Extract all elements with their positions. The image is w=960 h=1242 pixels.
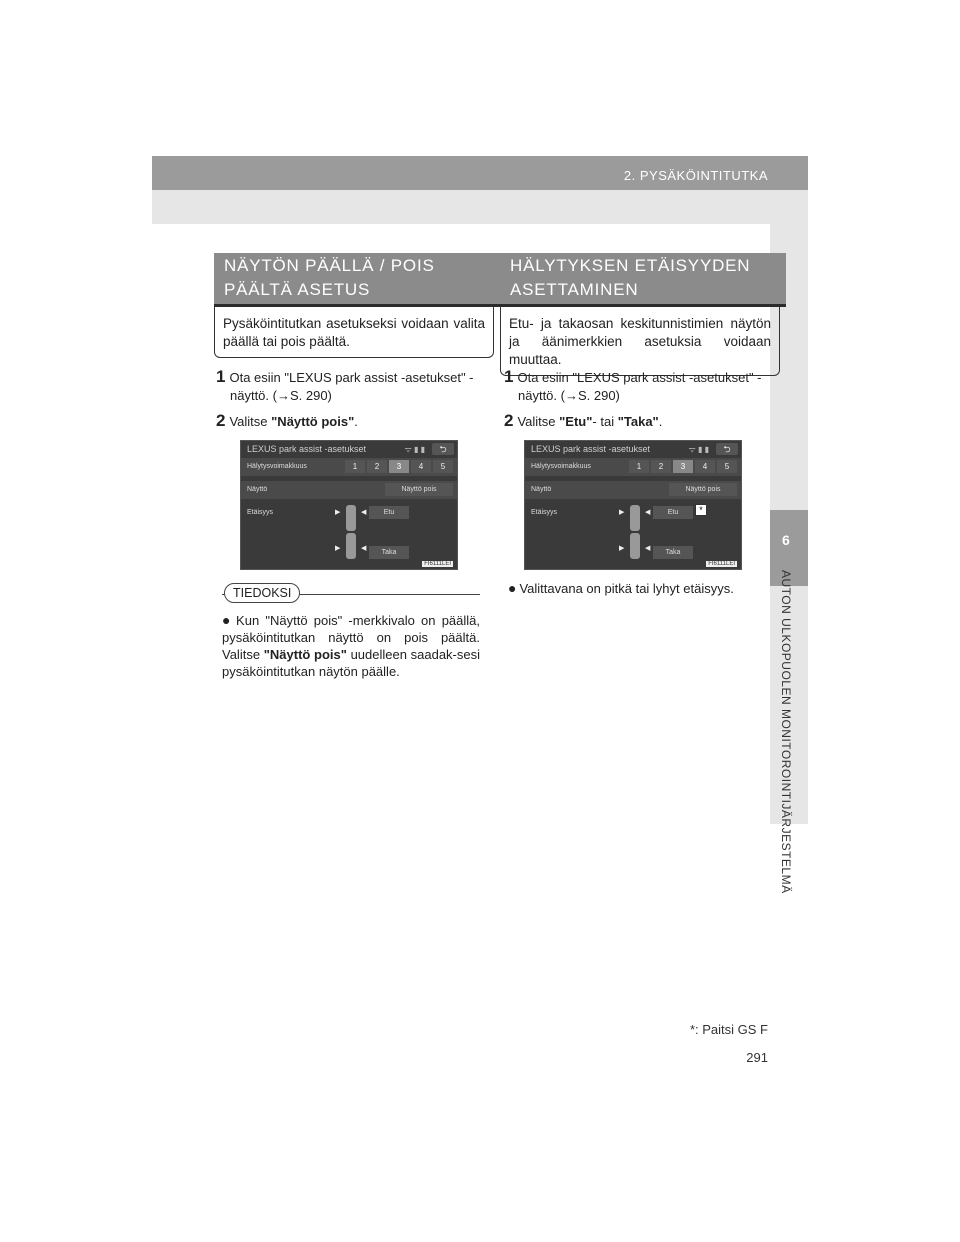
side-tab-number: 6 [782, 532, 790, 548]
step-text: - tai [592, 414, 618, 429]
section-heading-line: ASETTAMINEN [510, 280, 639, 299]
screen-label: Hälytysvoimakkuus [531, 463, 591, 470]
back-icon: ⮌ [432, 443, 454, 455]
screen-row [241, 458, 457, 476]
car-icon [346, 505, 356, 531]
screen-image [524, 440, 742, 570]
bullet-text: Valittavana on pitkä tai lyhyt etäisyys. [519, 581, 734, 596]
level-button: 4 [411, 460, 431, 473]
screen-label: Näyttö [531, 486, 552, 493]
page-number: 291 [746, 1050, 768, 1065]
header-band-light [152, 190, 808, 224]
step-1 [216, 368, 486, 405]
section-heading-distance [500, 253, 786, 307]
front-button: Etu [653, 506, 693, 519]
step-text: Valitse [517, 414, 560, 429]
step-number: 1 [504, 367, 514, 386]
arrow-icon: ▶ [619, 509, 625, 516]
arrow-icon: ▶ [335, 545, 341, 552]
bullet-note [508, 580, 768, 597]
step-text: . [658, 414, 663, 429]
chapter-title: 2. PYSÄKÖINTITUTKA [623, 168, 768, 183]
asterisk-marker: * [695, 504, 707, 516]
arrow-icon: ▶ [619, 545, 625, 552]
screen-image [240, 440, 458, 570]
section-heading-line: PÄÄLTÄ ASETUS [224, 280, 371, 299]
back-icon: ⮌ [716, 443, 738, 455]
section-heading-line: HÄLYTYKSEN ETÄISYYDEN [510, 256, 751, 275]
screen-row [525, 481, 741, 499]
section-heading-line: NÄYTÖN PÄÄLLÄ / POIS [224, 256, 435, 275]
side-tab-text: AUTON ULKOPUOLEN MONITOROINTIJÄRJESTELMÄ [779, 570, 793, 894]
step-bold: "Taka" [617, 414, 659, 429]
figure-code: FI6111LEI [424, 561, 451, 567]
screen-label: Näyttö [247, 486, 268, 493]
level-button: 2 [651, 460, 671, 473]
front-button: Etu [369, 506, 409, 519]
note-label: TIEDOKSI [224, 583, 300, 603]
screen-label: Etäisyys [247, 509, 274, 516]
car-icon [630, 505, 640, 531]
section-intro: Pysäköintitutkan asetukseksi voidaan valita päällä tai pois päältä. [214, 307, 494, 358]
level-button: 2 [367, 460, 387, 473]
step-text: näyttö. (→S. 290) [230, 388, 332, 403]
arrow-icon: ◀ [645, 509, 651, 516]
arrow-icon: ◀ [645, 545, 651, 552]
note-text-part: uudelleen saadak-sesi pysäköintitutkan näytön päälle. [222, 647, 480, 679]
step-bold: "Näyttö pois" [271, 414, 355, 429]
bullet-icon: ● [222, 612, 234, 628]
step-text: Ota esiin "LEXUS park assist -asetukset" - [229, 370, 474, 385]
section-heading-display [214, 253, 500, 307]
section-intro: Etu- ja takaosan keskitunnistimien näytön ja äänimerkkien asetuksia voidaan muuttaa. [500, 307, 780, 376]
display-off-button: Näyttö pois [385, 483, 453, 496]
level-button: 5 [717, 460, 737, 473]
rear-button: Taka [369, 546, 409, 559]
step-bold: "Etu" [559, 414, 593, 429]
arrow-icon: ▶ [335, 509, 341, 516]
screen-title: LEXUS park assist -asetukset [531, 444, 651, 454]
step-number: 2 [216, 411, 226, 430]
step-number: 2 [504, 411, 514, 430]
level-button: 3 [389, 460, 409, 473]
screen-title: LEXUS park assist -asetukset [247, 444, 367, 454]
footnote: *: Paitsi GS F [689, 1022, 768, 1037]
screen-row [525, 458, 741, 476]
step-2 [216, 412, 358, 431]
status-icons: ᯤ ▮ ▮ [404, 445, 425, 454]
display-off-button: Näyttö pois [669, 483, 737, 496]
note-text-part: Kun "Näyttö pois" -merkkivalo on päällä, pysäköintitutkan näyttö on pois päältä. Valitse [222, 613, 480, 662]
status-icons: ᯤ ▮ ▮ [688, 445, 709, 454]
step-text: näyttö. (→S. 290) [518, 388, 620, 403]
figure-code: FI6111LEI [708, 561, 735, 567]
bullet-icon: ● [508, 580, 517, 596]
level-button: 1 [345, 460, 365, 473]
arrow-icon: ◀ [361, 509, 367, 516]
screen-label: Hälytysvoimakkuus [247, 463, 307, 470]
note-text [222, 612, 480, 680]
step-text: . [354, 414, 358, 429]
car-icon [630, 533, 640, 559]
screen-row [241, 481, 457, 499]
step-2 [504, 412, 662, 431]
screen-label: Etäisyys [531, 509, 558, 516]
step-text: Valitse [229, 414, 272, 429]
arrow-icon: ◀ [361, 545, 367, 552]
note-bold: "Näyttö pois" [263, 647, 347, 662]
level-button: 4 [695, 460, 715, 473]
level-button: 5 [433, 460, 453, 473]
car-icon [346, 533, 356, 559]
rear-button: Taka [653, 546, 693, 559]
level-button: 3 [673, 460, 693, 473]
step-text: Ota esiin "LEXUS park assist -asetukset" - [517, 370, 762, 385]
step-1 [504, 368, 774, 405]
step-number: 1 [216, 367, 226, 386]
level-button: 1 [629, 460, 649, 473]
